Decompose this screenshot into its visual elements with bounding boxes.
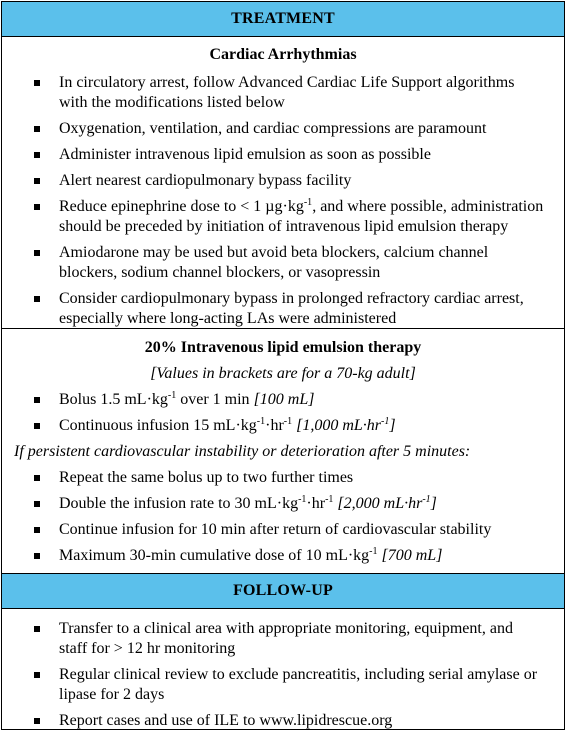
square-bullet-icon: [34, 397, 40, 403]
persistent-instability-condition: If persistent cardiovascular instability or deterioration after 5 minutes:: [14, 443, 471, 460]
square-bullet-icon: [34, 672, 40, 678]
treatment-table: [1, 1, 565, 730]
treatment-header: TREATMENT: [2, 2, 564, 37]
list-item: Double the infusion rate to 30 $mL\cdot kg^{-1}\cdot hr^{-1}$ [2,000 $mL\cdot hr^{-1}$]: [22, 494, 544, 514]
list-item: Continue infusion for 10 min after return of cardiovascular stability: [22, 520, 544, 540]
square-bullet-icon: [34, 296, 40, 302]
square-bullet-icon: [34, 80, 40, 86]
list-item: Repeat the same bolus up to two further times: [22, 468, 544, 488]
adult-values-note: [Values in brackets are for a 70-kg adult]: [150, 365, 416, 382]
follow-up-header: FOLLOW-UP: [2, 573, 564, 609]
list-item: Bolus 1.5 $mL\cdot kg^{-1}$ over 1 min [100 mL]: [22, 390, 544, 410]
lipid-repeat-list: [22, 468, 544, 566]
cardiac-arrhythmias-title: Cardiac Arrhythmias: [209, 46, 357, 63]
lipid-dose-list: [22, 390, 544, 436]
lipid-emulsion-title: 20% Intravenous lipid emulsion therapy: [144, 339, 422, 356]
list-item: Report cases and use of ILE to www.lipidrescue.org: [22, 711, 544, 731]
list-item: Continuous infusion 15 $mL\cdot kg^{-1}\cdot hr^{-1}$ [1,000 $mL\cdot hr^{-1}$]: [22, 416, 544, 436]
square-bullet-icon: [34, 553, 40, 559]
list-item: Alert nearest cardiopulmonary bypass facility: [22, 171, 544, 191]
arrhythmia-list: [22, 73, 544, 329]
list-item: Amiodarone may be used but avoid beta blockers, calcium channel blockers, sodium channel blockers, or vasopressin: [22, 243, 544, 283]
list-item: In circulatory arrest, follow Advanced Cardiac Life Support algorithms with the modifications listed below: [22, 73, 544, 113]
list-item: Reduce epinephrine dose to < 1 $\mu g\cdot kg^{-1}$, and where possible, administration should be preceded by initiation of intravenous lipid emulsion therapy: [22, 197, 544, 237]
square-bullet-icon: [34, 475, 40, 481]
square-bullet-icon: [34, 250, 40, 256]
square-bullet-icon: [34, 501, 40, 507]
square-bullet-icon: [34, 204, 40, 210]
square-bullet-icon: [34, 126, 40, 132]
list-item: Consider cardiopulmonary bypass in prolonged refractory cardiac arrest, especially where long-acting LAs were administered: [22, 289, 544, 329]
cardiac-arrhythmias-section: [2, 37, 564, 329]
square-bullet-icon: [34, 178, 40, 184]
square-bullet-icon: [34, 152, 40, 158]
square-bullet-icon: [34, 423, 40, 429]
square-bullet-icon: [34, 626, 40, 632]
lipid-emulsion-section: [2, 329, 564, 573]
list-item: Transfer to a clinical area with appropriate monitoring, equipment, and staff for > 12 hr monitoring: [22, 619, 544, 659]
square-bullet-icon: [34, 527, 40, 533]
follow-up-list: [22, 619, 544, 731]
list-item: Maximum 30-min cumulative dose of 10 $mL\cdot kg^{-1}$ [700 mL]: [22, 546, 544, 566]
square-bullet-icon: [34, 718, 40, 724]
follow-up-section: [2, 609, 564, 731]
list-item: Regular clinical review to exclude pancreatitis, including serial amylase or lipase for 2 days: [22, 665, 544, 705]
list-item: Oxygenation, ventilation, and cardiac compressions are paramount: [22, 119, 544, 139]
list-item: Administer intravenous lipid emulsion as soon as possible: [22, 145, 544, 165]
